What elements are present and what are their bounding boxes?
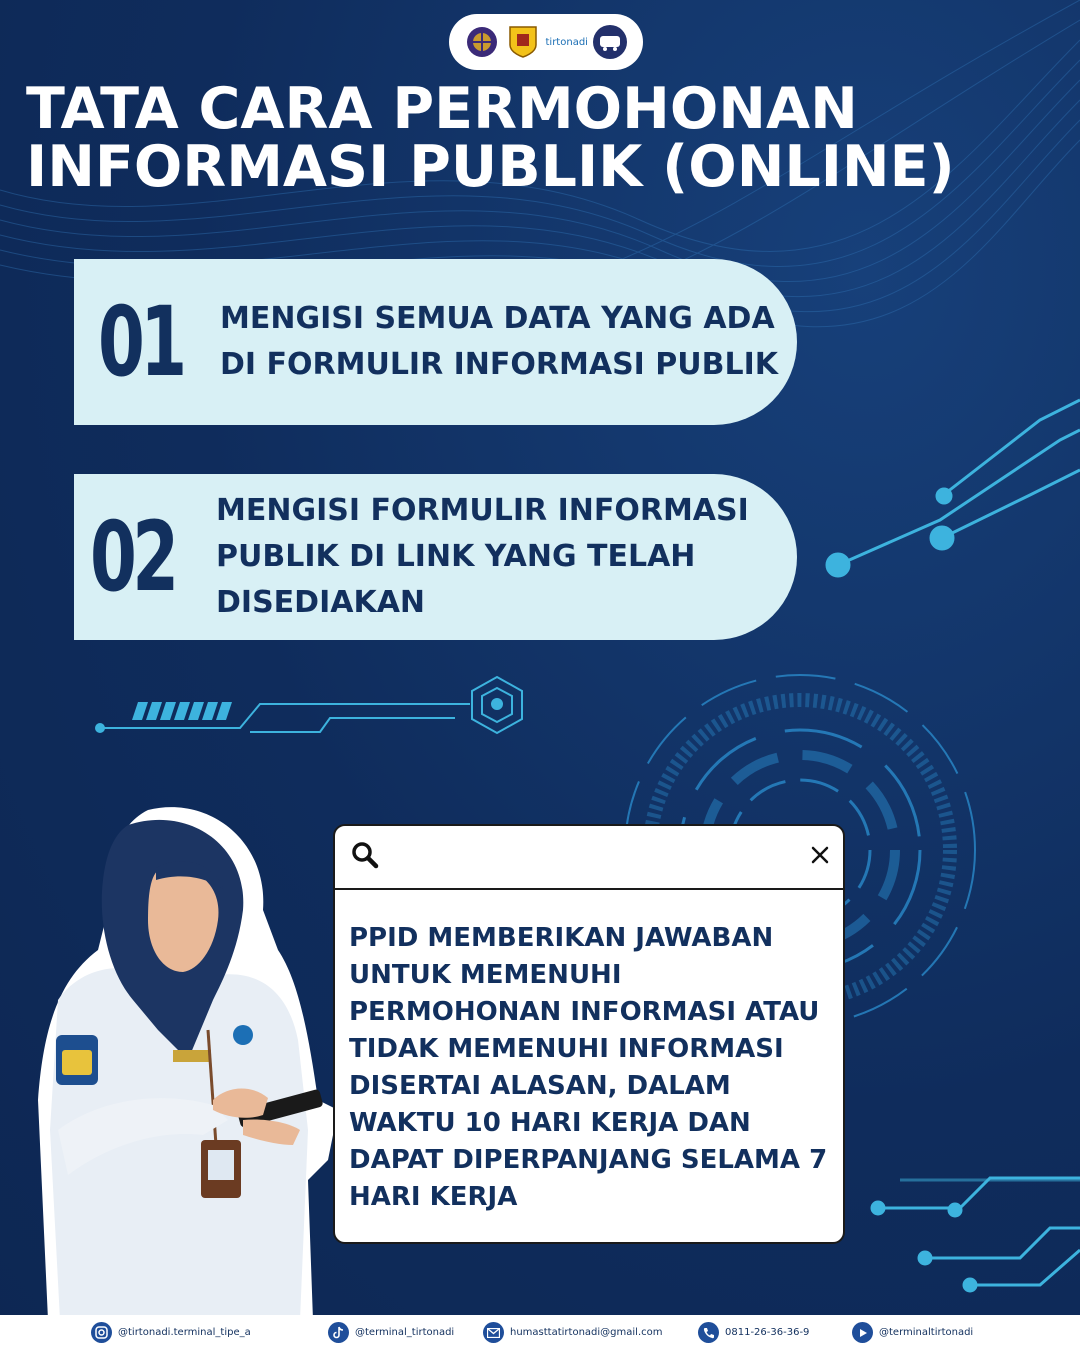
tirtonadi-logo xyxy=(546,23,588,61)
info-browser-window xyxy=(333,824,845,1244)
youtube-handle: @terminaltirtonadi xyxy=(879,1327,974,1338)
tiktok-handle: @terminal_tirtonadi xyxy=(355,1327,455,1338)
step-number: 01 xyxy=(98,286,183,398)
browser-message: PPID MEMBERIKAN JAWABAN UNTUK MEMENUHI PERMOHONAN INFORMASI ATAU TIDAK MEMENUHI INFORMASI DISERTAI ALASAN, DALAM WAKTU 10 HARI KERJA DAN DAPAT DIPERPANJANG SELAMA 7 HARI KERJA xyxy=(349,923,828,1212)
tirtonadi-logo-text: tirtonadi xyxy=(545,36,588,48)
close-icon[interactable] xyxy=(811,846,829,868)
title-line-2: INFORMASI PUBLIK (ONLINE) xyxy=(26,134,955,200)
phone-icon xyxy=(698,1322,719,1343)
phone-contact[interactable] xyxy=(698,1322,809,1343)
instagram-icon xyxy=(91,1322,112,1343)
step-number: 02 xyxy=(90,501,175,613)
tiktok-icon xyxy=(328,1322,349,1343)
logo-bar xyxy=(449,14,643,70)
search-icon[interactable] xyxy=(351,841,379,873)
email-icon xyxy=(483,1322,504,1343)
step-card-1 xyxy=(74,259,797,425)
contact-footer xyxy=(0,1315,1080,1350)
title-line-1: TATA CARA PERMOHONAN xyxy=(26,76,858,142)
step-card-2 xyxy=(74,474,797,640)
step-text: MENGISI SEMUA DATA YANG ADA DI FORMULIR INFORMASI PUBLIK xyxy=(220,301,779,382)
regional-emblem-logo xyxy=(504,23,542,61)
browser-toolbar xyxy=(335,826,843,890)
email-address: humasttatirtonadi@gmail.com xyxy=(510,1327,663,1338)
instagram-contact[interactable] xyxy=(91,1322,251,1343)
page-title xyxy=(26,76,955,200)
email-contact[interactable] xyxy=(483,1322,662,1343)
ministry-of-transport-logo xyxy=(463,23,501,61)
step-text: MENGISI FORMULIR INFORMASI PUBLIK DI LINK YANG TELAH DISEDIAKAN xyxy=(216,493,749,620)
youtube-play-icon xyxy=(852,1322,873,1343)
phone-number: 0811-26-36-36-9 xyxy=(725,1327,810,1338)
tiktok-contact[interactable] xyxy=(328,1322,454,1343)
terminal-badge-logo xyxy=(591,23,629,61)
instagram-handle: @tirtonadi.terminal_tipe_a xyxy=(118,1327,251,1338)
staff-photo xyxy=(38,800,338,1320)
youtube-contact[interactable] xyxy=(852,1322,973,1343)
